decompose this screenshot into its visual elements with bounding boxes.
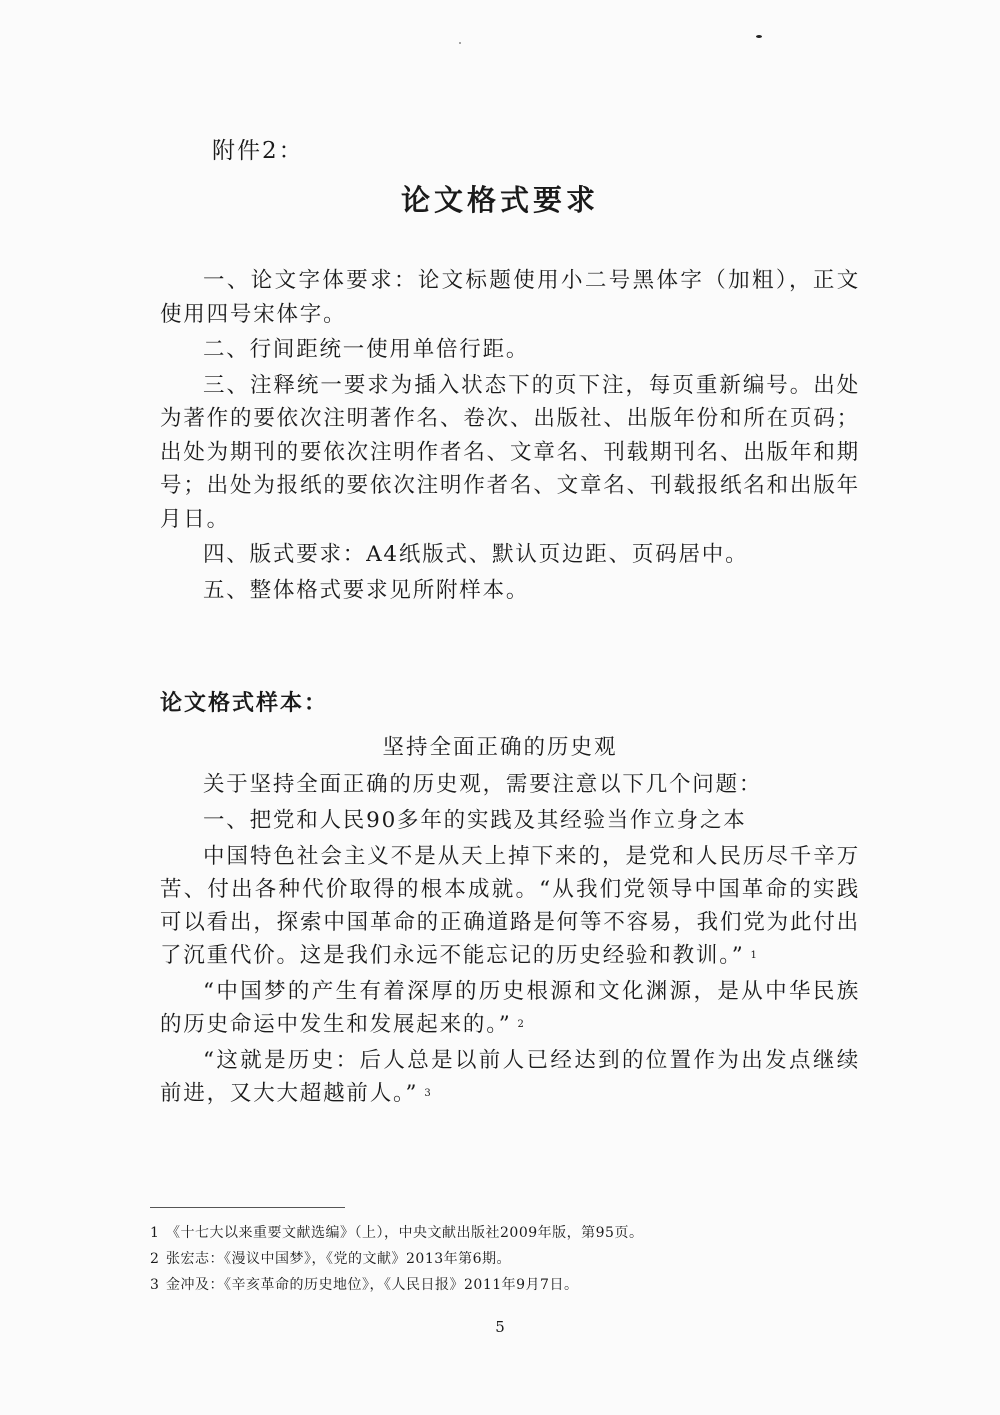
footnote-text: 金冲及：《辛亥革命的历史地位》，《人民日报》2011年9月7日。 bbox=[166, 1277, 579, 1293]
footnotes bbox=[150, 1220, 870, 1298]
requirement-item: 五、整体格式要求见所附样本。 bbox=[203, 577, 530, 603]
sample-heading: 论文格式样本： bbox=[160, 690, 329, 716]
paragraph-text: 中国特色社会主义不是从天上掉下来的，是党和人民历尽千辛万苦、付出各种代价取得的根本成就。“从我们党领导中国革命的实践可以看出，探索中国革命的正确道路是何等不容易，我们党为此付出了沉重代价。这是我们永远不能忘记的历史经验和教训。” bbox=[160, 844, 860, 968]
page-title: 论文格式要求 bbox=[400, 183, 599, 217]
footnote-text: 张宏志：《漫议中国梦》，《党的文献》2013年第6期。 bbox=[166, 1251, 512, 1267]
paragraph-text: “这就是历史：后人总是以前人已经达到的位置作为出发点继续前进，又大大超越前人。” bbox=[160, 1048, 860, 1106]
footnote-item bbox=[150, 1220, 870, 1246]
requirement-item: 四、版式要求：A4纸版式、默认页边距、页码居中。 bbox=[203, 542, 749, 567]
scan-speck bbox=[459, 42, 461, 44]
annex-label: 附件2： bbox=[212, 138, 304, 164]
footnote-divider bbox=[150, 1207, 345, 1208]
footnote-number: 1 bbox=[150, 1225, 160, 1241]
scan-speck bbox=[756, 35, 762, 38]
paragraph-text: “中国梦的产生有着深厚的历史根源和文化渊源，是从中华民族的历史命运中发生和发展起来的。” bbox=[160, 979, 860, 1037]
footnote-text: 《十七大以来重要文献选编》（上），中央文献出版社2009年版，第95页。 bbox=[166, 1225, 644, 1241]
requirement-item: 一、论文字体要求：论文标题使用小二号黑体字（加粗），正文使用四号宋体字。 bbox=[160, 268, 860, 327]
footnote-item bbox=[150, 1272, 870, 1298]
requirement-item: 二、行间距统一使用单倍行距。 bbox=[203, 337, 530, 362]
page-number: 5 bbox=[495, 1318, 505, 1336]
requirements-list bbox=[160, 264, 860, 607]
footnote-item bbox=[150, 1246, 870, 1272]
sample-paragraph bbox=[160, 1044, 860, 1110]
footnote-ref: 2 bbox=[517, 1019, 526, 1030]
sample-body bbox=[160, 768, 860, 1110]
requirement-item: 三、注释统一要求为插入状态下的页下注，每页重新编号。出处为著作的要依次注明著作名、卷次、出版社、出版年份和所在页码；出处为期刊的要依次注明作者名、文章名、刊载期刊名、出版年和期号；出处为报纸的要依次注明作者名、文章名、刊载报纸名和出版年月日。 bbox=[160, 372, 860, 532]
sample-paragraph bbox=[160, 840, 860, 972]
sample-intro: 关于坚持全面正确的历史观，需要注意以下几个问题： bbox=[203, 772, 763, 797]
footnote-number: 3 bbox=[150, 1277, 160, 1293]
sample-section-heading: 一、把党和人民90多年的实践及其经验当作立身之本 bbox=[203, 808, 747, 833]
sample-title: 坚持全面正确的历史观 bbox=[382, 735, 618, 760]
sample-paragraph bbox=[160, 975, 860, 1041]
footnote-ref: 3 bbox=[424, 1088, 433, 1099]
footnote-ref: 1 bbox=[750, 950, 759, 961]
footnote-number: 2 bbox=[150, 1251, 160, 1267]
